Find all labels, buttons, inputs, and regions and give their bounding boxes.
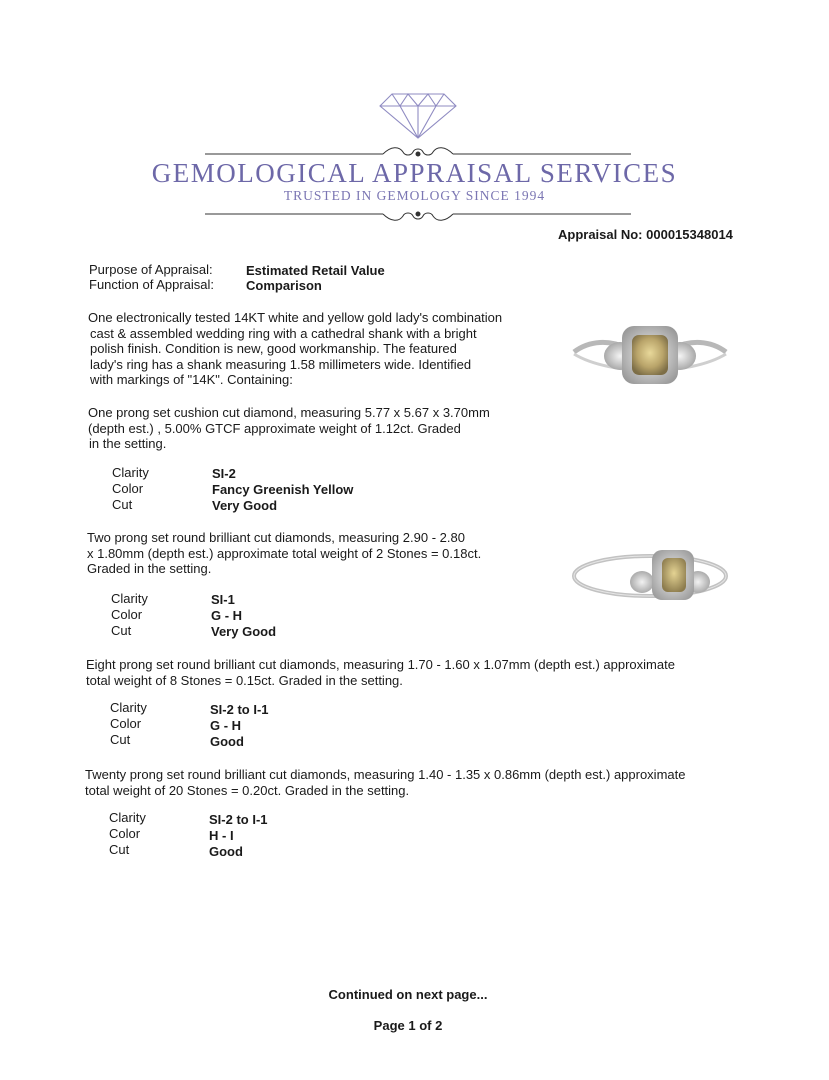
grade-value: Very Good	[211, 624, 277, 639]
stone-line: Twenty prong set round brilliant cut diamonds, measuring 1.40 - 1.35 x 0.86mm (depth est.) approximate	[85, 767, 686, 782]
continued-note: Continued on next page...	[328, 987, 488, 1002]
grade-label: Color	[109, 826, 141, 841]
stone-2-description	[87, 530, 481, 577]
stone-4-description	[85, 767, 685, 798]
stone-line: One prong set cushion cut diamond, measuring 5.77 x 5.67 x 3.70mm	[88, 405, 490, 420]
company-tagline: TRUSTED IN GEMOLOGY SINCE 1994	[283, 188, 546, 203]
stone-3-description	[86, 657, 675, 688]
page-number: Page 1 of 2	[373, 1018, 443, 1033]
grade-label: Color	[110, 716, 142, 731]
stone-line: total weight of 8 Stones = 0.15ct. Graded in the setting.	[86, 672, 403, 688]
grade-value: SI-2	[212, 466, 236, 481]
purpose-value: Estimated Retail Value	[246, 263, 385, 278]
grade-label: Cut	[110, 732, 131, 747]
company-name: GEMOLOGICAL APPRAISAL SERVICES	[151, 158, 678, 188]
grade-label: Cut	[111, 623, 132, 638]
grade-label: Cut	[109, 842, 130, 857]
ring-photo-side	[570, 540, 730, 610]
function-label: Function of Appraisal:	[89, 277, 215, 292]
grade-label: Clarity	[109, 810, 146, 825]
description-line: polish finish. Condition is new, good workmanship. The featured	[90, 341, 457, 356]
description-line: One electronically tested 14KT white and yellow gold lady's combination	[88, 310, 503, 325]
grade-label: Cut	[112, 497, 133, 512]
grade-value: Very Good	[212, 498, 278, 513]
stone-line: total weight of 20 Stones = 0.20ct. Graded in the setting.	[85, 782, 410, 798]
bottom-ornament-divider	[205, 206, 631, 222]
diamond-logo-icon	[378, 92, 458, 140]
grade-value: Good	[210, 734, 244, 749]
grade-label: Clarity	[110, 700, 147, 715]
grade-value: G - H	[211, 608, 243, 623]
function-value: Comparison	[246, 278, 322, 293]
ring-photo-front	[570, 318, 730, 398]
grade-value: Good	[209, 844, 243, 859]
stone-line: (depth est.) , 5.00% GTCF approximate weight of 1.12ct. Graded	[88, 420, 461, 436]
description-line: with markings of "14K". Containing:	[90, 372, 293, 387]
grade-label: Color	[111, 607, 143, 622]
appraisal-number	[558, 227, 733, 243]
grade-value: G - H	[210, 718, 242, 733]
appraisal-number-label: Appraisal No:	[558, 227, 643, 242]
stone-line: Two prong set round brilliant cut diamonds, measuring 2.90 - 2.80	[87, 530, 465, 545]
stone-line: Eight prong set round brilliant cut diamonds, measuring 1.70 - 1.60 x 1.07mm (depth est.) approximate	[86, 657, 675, 672]
item-description	[88, 310, 502, 388]
stone-line: Graded in the setting.	[87, 561, 212, 576]
description-line: lady's ring has a shank measuring 1.58 millimeters wide. Identified	[90, 356, 472, 372]
grade-value: SI-2 to I-1	[210, 702, 269, 717]
description-line: cast & assembled wedding ring with a cathedral shank with a bright	[90, 325, 477, 341]
purpose-label: Purpose of Appraisal:	[89, 262, 213, 277]
grade-value: H - I	[209, 828, 234, 843]
grade-label: Clarity	[112, 465, 149, 480]
grade-label: Color	[112, 481, 144, 496]
stone-line: x 1.80mm (depth est.) approximate total weight of 2 Stones = 0.18ct.	[87, 545, 482, 561]
grade-value: Fancy Greenish Yellow	[212, 482, 354, 497]
stone-line: in the setting.	[89, 436, 167, 451]
grade-value: SI-2 to I-1	[209, 812, 268, 827]
grade-label: Clarity	[111, 591, 148, 606]
grade-value: SI-1	[211, 592, 235, 607]
appraisal-number-value: 000015348014	[646, 227, 733, 242]
stone-1-description	[88, 405, 490, 452]
